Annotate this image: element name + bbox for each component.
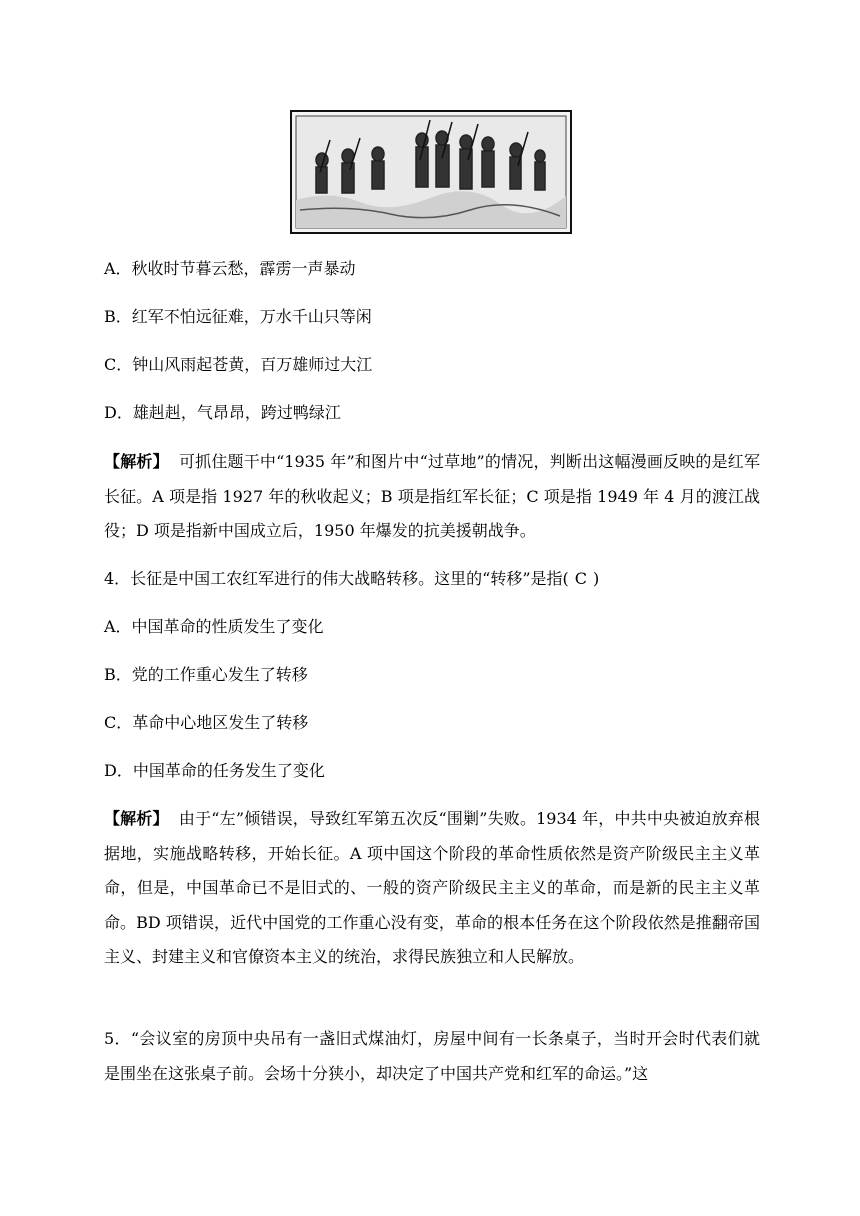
q3-analysis bbox=[104, 445, 760, 549]
q3-option-c: C．钟山风雨起苍黄，百万雄师过大江 bbox=[104, 355, 373, 374]
q4-stem bbox=[104, 566, 599, 592]
analysis-text: 可抓住题干中“1935 年”和图片中“过草地”的情况，判断出这幅漫画反映的是红军长征。A 项是指 1927 年的秋收起义；B 项是指红军长征；C 项是指 1949 年 4 月的渡江战役；D 项是指新中国成立后，1950 年爆发的抗美援朝战争。 bbox=[104, 452, 760, 540]
q3-option-a: A．秋收时节暮云愁，霹雳一声暴动 bbox=[104, 259, 356, 278]
q4-stem-text: 4．长征是中国工农红军进行的伟大战略转移。这里的“转移”是指( bbox=[104, 569, 569, 588]
q4-answer: C bbox=[574, 569, 588, 588]
q4-option-c: C．革命中心地区发生了转移 bbox=[104, 713, 309, 732]
analysis-tag: 【解析】 bbox=[104, 452, 169, 471]
q4-analysis bbox=[104, 802, 760, 975]
q4-option-a: A．中国革命的性质发生了变化 bbox=[104, 617, 324, 636]
q4-option-d: D．中国革命的任务发生了变化 bbox=[104, 761, 325, 780]
q4-stem-end: ) bbox=[593, 569, 600, 588]
q3-option-d: D．雄赳赳，气昂昂，跨过鸭绿江 bbox=[104, 403, 341, 422]
analysis-text: 由于“左”倾错误，导致红军第五次反“围剿”失败。1934 年，中共中央被迫放弃根据地，实施战略转移，开始长征。A 项中国这个阶段的革命性质依然是资产阶级民主主义革命，但是，中国革命已不是旧式的、一般的资产阶级民主主义的革命，而是新的民主主义革命。BD 项错误，近代中国党的工作重心没有变，革命的根本任务在这个阶段依然是推翻帝国主义、封建主义和官僚资本主义的统治，求得民族独立和人民解放。 bbox=[104, 809, 760, 966]
q4-option-b: B．党的工作重心发生了转移 bbox=[104, 665, 308, 684]
woodcut-red-army-crossing-grassland-image bbox=[290, 110, 572, 234]
q5-stem: 5．“会议室的房顶中央吊有一盏旧式煤油灯，房屋中间有一长条桌子，当时开会时代表们就是围坐在这张桌子前。会场十分狭小，却决定了中国共产党和红军的命运。”这 bbox=[104, 1029, 760, 1083]
q3-option-b: B．红军不怕远征难，万水千山只等闲 bbox=[104, 307, 372, 326]
analysis-tag: 【解析】 bbox=[104, 809, 169, 828]
